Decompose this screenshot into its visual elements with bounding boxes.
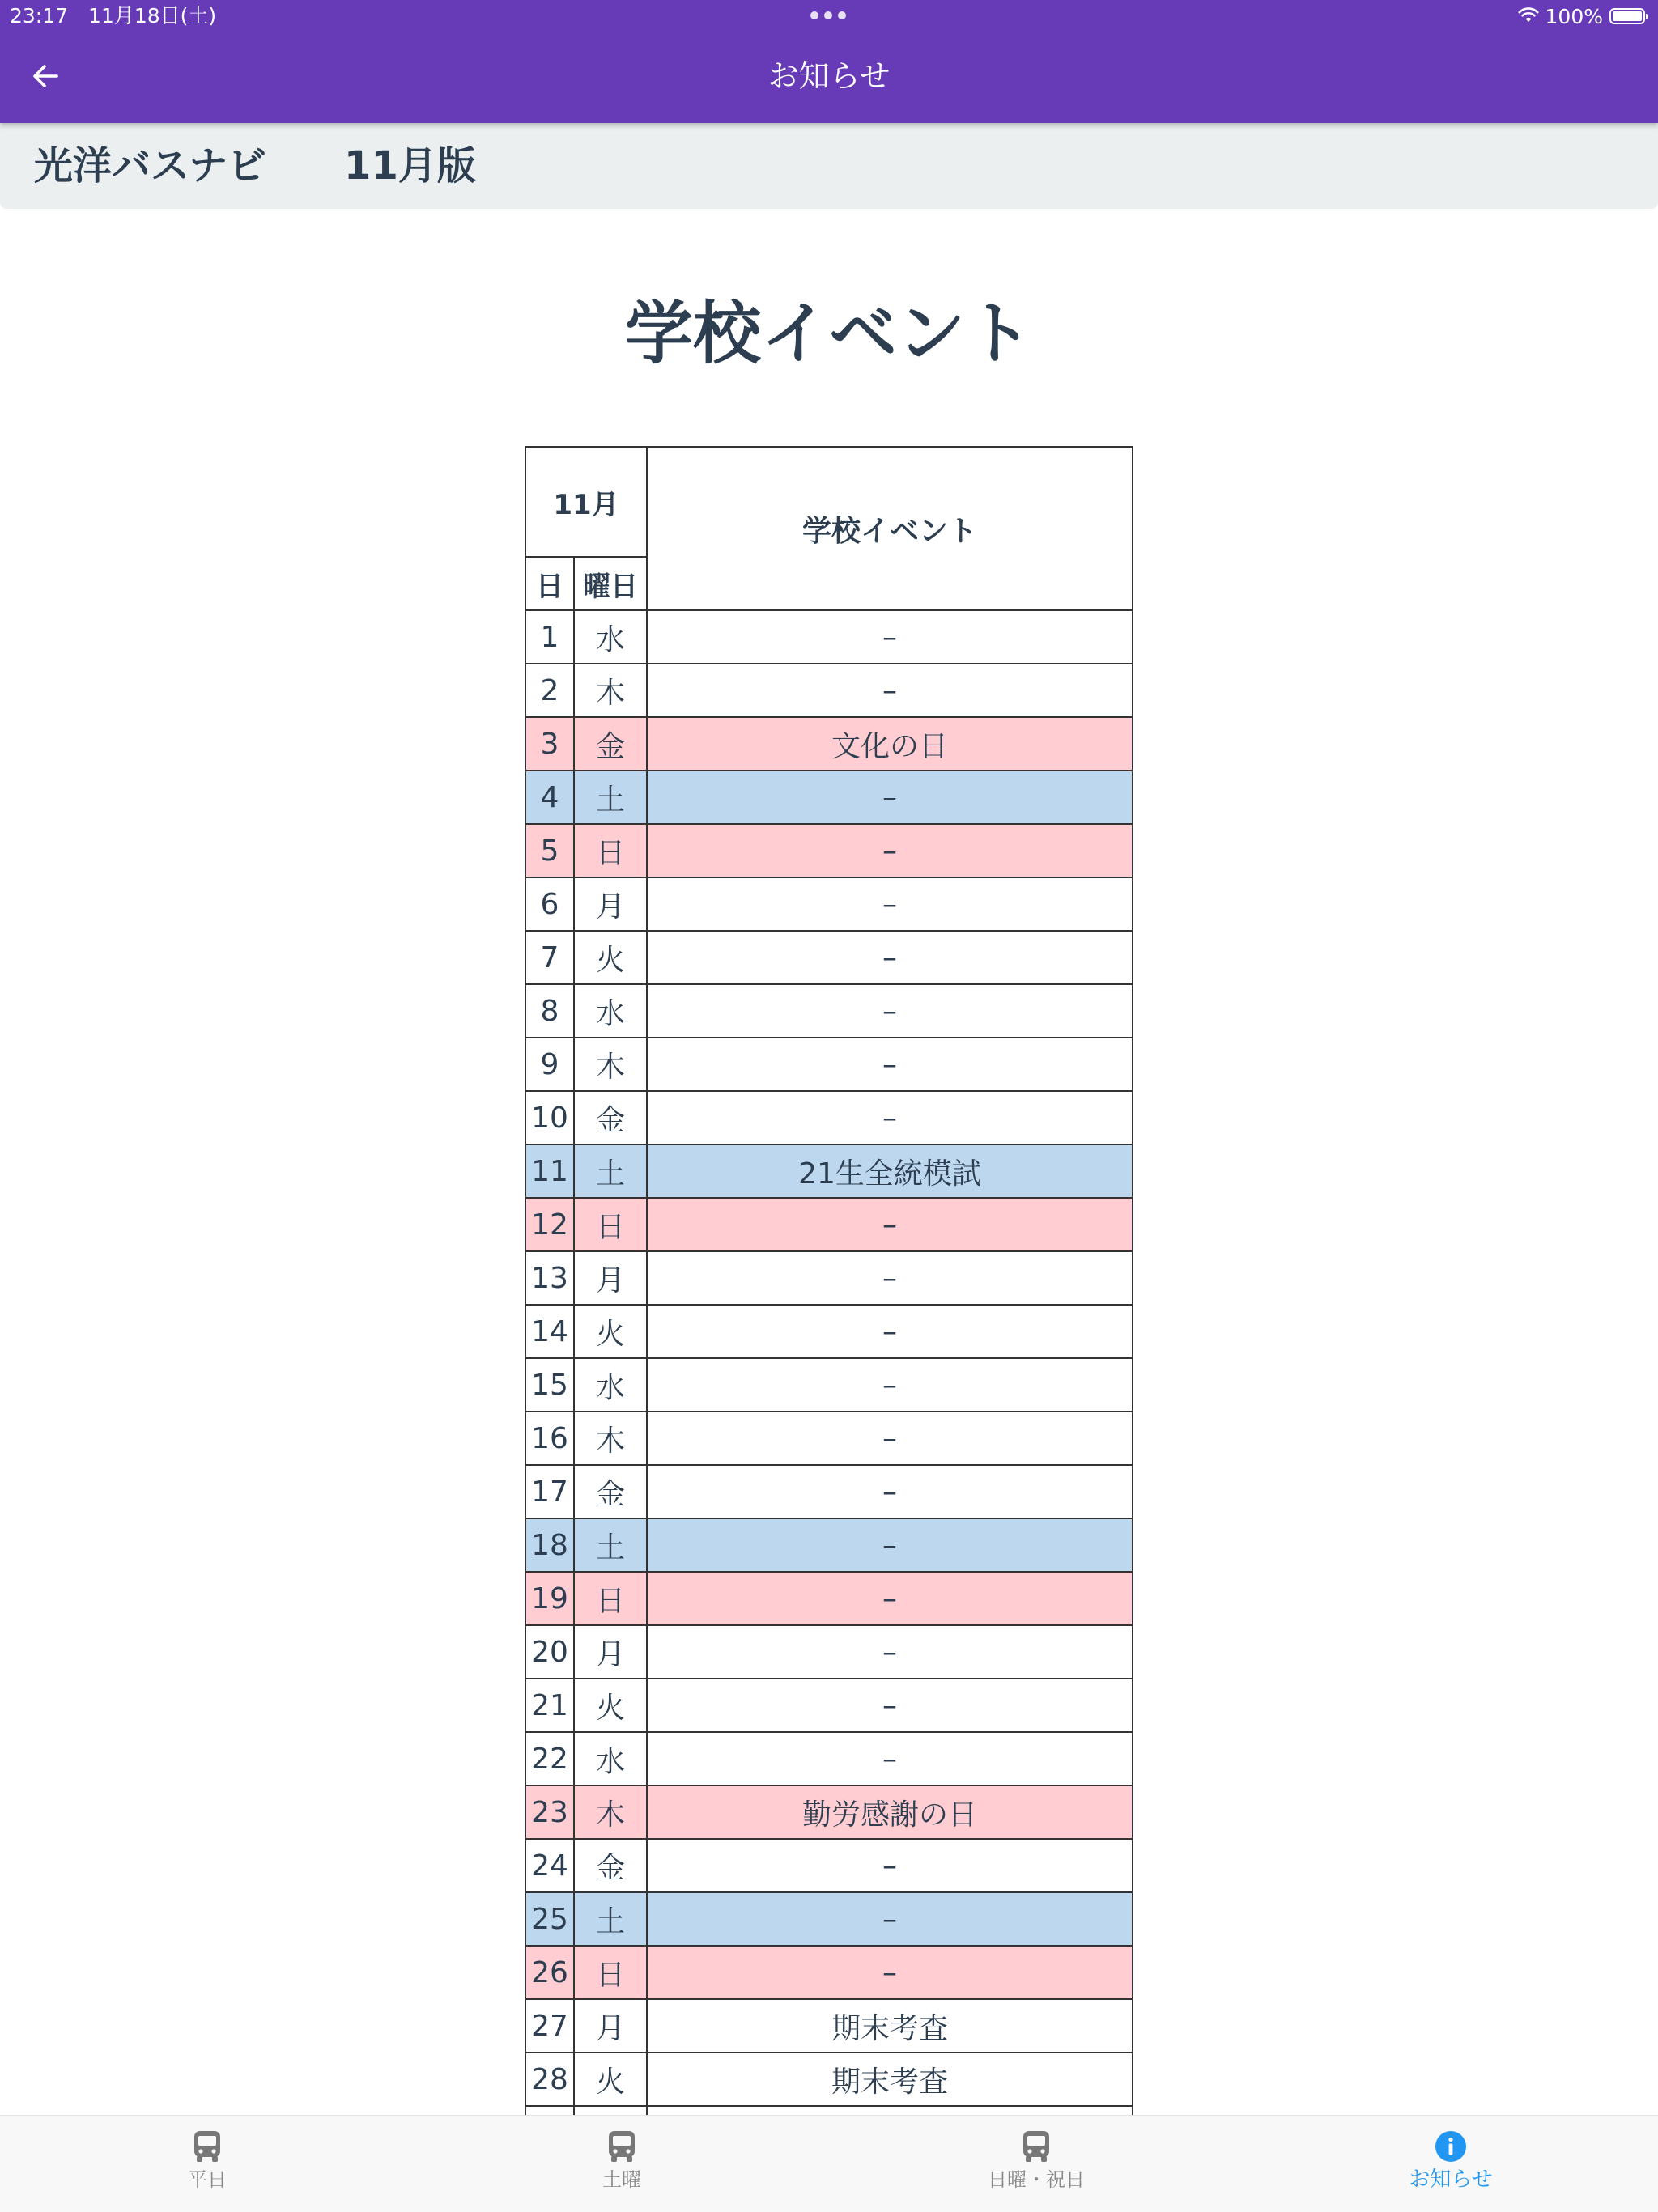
table-row: [525, 931, 1133, 984]
day-cell: 13: [525, 1251, 574, 1305]
weekday-cell: 土: [574, 1892, 647, 1946]
table-row: [525, 1572, 1133, 1625]
header-strip: [0, 123, 1658, 209]
day-cell: 27: [525, 1999, 574, 2053]
event-cell: –: [647, 931, 1133, 984]
day-cell: 21: [525, 1679, 574, 1732]
battery-icon: [1609, 8, 1645, 24]
weekday-cell: 金: [574, 1465, 647, 1518]
event-cell: –: [647, 1091, 1133, 1144]
event-cell: 期末考査: [647, 1999, 1133, 2053]
day-cell: 15: [525, 1358, 574, 1412]
event-cell: –: [647, 1732, 1133, 1785]
day-cell: 16: [525, 1412, 574, 1465]
weekday-column-header: 曜日: [574, 557, 647, 610]
day-cell: 18: [525, 1518, 574, 1572]
weekday-cell: 水: [574, 1358, 647, 1412]
nav-label-notices: お知らせ: [1409, 2167, 1493, 2192]
app-version-heading: 光洋バスナビ 11月版: [34, 143, 476, 189]
table-row: [525, 1946, 1133, 1999]
weekday-cell: 日: [574, 1572, 647, 1625]
event-cell: –: [647, 1518, 1133, 1572]
day-cell: 20: [525, 1625, 574, 1679]
day-cell: 24: [525, 1839, 574, 1892]
table-row: [525, 1038, 1133, 1091]
day-cell: 22: [525, 1732, 574, 1785]
weekday-cell: 土: [574, 771, 647, 824]
weekday-cell: 月: [574, 1251, 647, 1305]
event-cell: –: [647, 1625, 1133, 1679]
event-cell: –: [647, 877, 1133, 931]
table-row: [525, 2053, 1133, 2106]
school-events-table: [525, 446, 1133, 2160]
table-row: [525, 1518, 1133, 1572]
weekday-cell: 月: [574, 1999, 647, 2053]
weekday-cell: 金: [574, 1839, 647, 1892]
multitasking-dots-icon[interactable]: [810, 11, 846, 19]
table-row: [525, 1412, 1133, 1465]
event-cell: –: [647, 984, 1133, 1038]
table-row: [525, 1999, 1133, 2053]
day-cell: 25: [525, 1892, 574, 1946]
content-title: 学校イベント: [624, 294, 1033, 373]
weekday-cell: 日: [574, 824, 647, 877]
weekday-cell: 木: [574, 1785, 647, 1839]
weekday-cell: 水: [574, 984, 647, 1038]
event-cell: –: [647, 1198, 1133, 1251]
table-row: [525, 877, 1133, 931]
nav-label-weekday: 平日: [188, 2168, 227, 2191]
table-row: [525, 1785, 1133, 1839]
weekday-cell: 月: [574, 1625, 647, 1679]
day-cell: 28: [525, 2053, 574, 2106]
event-cell: –: [647, 1305, 1133, 1358]
event-column-header: 学校イベント: [647, 447, 1133, 610]
event-cell: –: [647, 1412, 1133, 1465]
event-cell: –: [647, 1892, 1133, 1946]
day-cell: 4: [525, 771, 574, 824]
day-cell: 6: [525, 877, 574, 931]
weekday-cell: 日: [574, 1198, 647, 1251]
weekday-cell: 火: [574, 1305, 647, 1358]
day-cell: 19: [525, 1572, 574, 1625]
day-cell: 17: [525, 1465, 574, 1518]
day-cell: 2: [525, 664, 574, 717]
table-row: [525, 1144, 1133, 1198]
day-cell: 14: [525, 1305, 574, 1358]
status-time: 23:17 11月18日(土): [10, 4, 217, 28]
day-cell: 7: [525, 931, 574, 984]
table-row: [525, 771, 1133, 824]
nav-tab-notices[interactable]: [1244, 2116, 1658, 2212]
day-cell: 3: [525, 717, 574, 771]
event-cell: 勤労感謝の日: [647, 1785, 1133, 1839]
event-cell: 期末考査: [647, 2053, 1133, 2106]
bus-icon: [1018, 2129, 1054, 2164]
weekday-cell: 木: [574, 664, 647, 717]
table-row: [525, 1892, 1133, 1946]
weekday-cell: 金: [574, 717, 647, 771]
bus-icon: [604, 2129, 640, 2164]
weekday-cell: 水: [574, 1732, 647, 1785]
table-row: [525, 1679, 1133, 1732]
event-cell: –: [647, 771, 1133, 824]
table-row: [525, 1091, 1133, 1144]
weekday-cell: 火: [574, 931, 647, 984]
nav-tab-sunday-holiday[interactable]: [829, 2116, 1244, 2212]
weekday-cell: 木: [574, 1038, 647, 1091]
event-cell: –: [647, 1251, 1133, 1305]
status-indicators: [1518, 3, 1645, 29]
event-cell: –: [647, 1465, 1133, 1518]
table-row: [525, 717, 1133, 771]
table-row: [525, 1198, 1133, 1251]
month-header: 11月: [525, 447, 647, 557]
weekday-cell: 火: [574, 2053, 647, 2106]
day-cell: 5: [525, 824, 574, 877]
weekday-cell: 土: [574, 1144, 647, 1198]
event-cell: –: [647, 824, 1133, 877]
table-row: [525, 1625, 1133, 1679]
bottom-navigation: [0, 2115, 1658, 2212]
event-cell: –: [647, 1839, 1133, 1892]
event-cell: –: [647, 1946, 1133, 1999]
day-cell: 23: [525, 1785, 574, 1839]
nav-label-saturday: 土曜: [602, 2168, 641, 2191]
day-cell: 12: [525, 1198, 574, 1251]
table-row: [525, 1839, 1133, 1892]
table-row: [525, 984, 1133, 1038]
battery-percent: 100%: [1545, 4, 1603, 28]
table-row: [525, 1732, 1133, 1785]
table-row: [525, 1358, 1133, 1412]
weekday-cell: 金: [574, 1091, 647, 1144]
weekday-cell: 土: [574, 1518, 647, 1572]
nav-tab-weekday[interactable]: [0, 2116, 414, 2212]
table-row: [525, 1251, 1133, 1305]
wifi-icon: [1518, 5, 1539, 28]
day-cell: 1: [525, 610, 574, 664]
event-cell: –: [647, 664, 1133, 717]
nav-tab-saturday[interactable]: [414, 2116, 829, 2212]
day-cell: 10: [525, 1091, 574, 1144]
event-cell: –: [647, 1358, 1133, 1412]
weekday-cell: 火: [574, 1679, 647, 1732]
table-row: [525, 1305, 1133, 1358]
table-row: [525, 610, 1133, 664]
event-cell: 21生全統模試: [647, 1144, 1133, 1198]
info-icon: [1433, 2129, 1469, 2164]
day-cell: 11: [525, 1144, 574, 1198]
day-cell: 9: [525, 1038, 574, 1091]
weekday-cell: 日: [574, 1946, 647, 1999]
bus-icon: [189, 2129, 225, 2164]
weekday-cell: 水: [574, 610, 647, 664]
event-cell: –: [647, 610, 1133, 664]
weekday-cell: 月: [574, 877, 647, 931]
event-cell: –: [647, 1038, 1133, 1091]
event-cell: –: [647, 1679, 1133, 1732]
page-title-bar: お知らせ: [767, 58, 891, 94]
day-cell: 26: [525, 1946, 574, 1999]
event-cell: 文化の日: [647, 717, 1133, 771]
table-row: [525, 664, 1133, 717]
event-cell: –: [647, 1572, 1133, 1625]
day-column-header: 日: [525, 557, 574, 610]
table-row: [525, 824, 1133, 877]
app-bar: [0, 0, 1658, 123]
day-cell: 8: [525, 984, 574, 1038]
weekday-cell: 木: [574, 1412, 647, 1465]
table-row: [525, 1465, 1133, 1518]
nav-label-sunday-holiday: 日曜・祝日: [988, 2168, 1085, 2191]
